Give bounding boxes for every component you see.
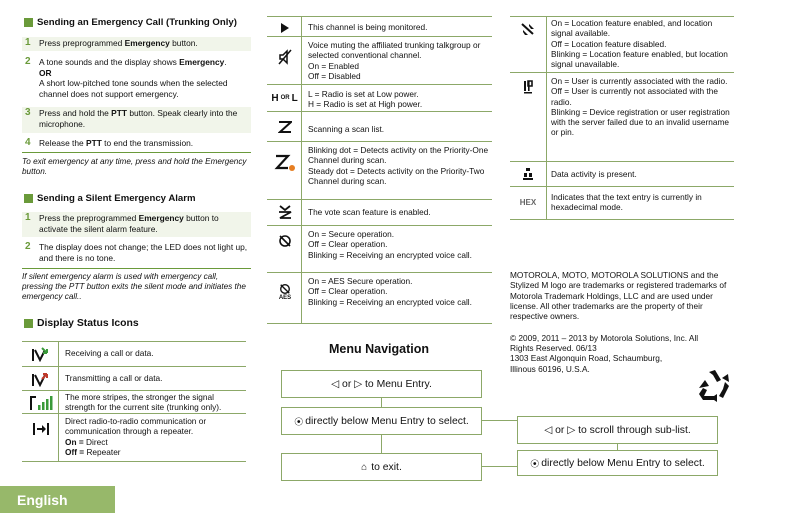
emergency-heading: Sending an Emergency Call (Trunking Only)	[37, 17, 237, 28]
direct-icon	[26, 419, 56, 439]
hex-text: Indicates that the text entry is currently in hexadecimal mode.	[551, 192, 702, 213]
secure-text: On = Secure operation. Off = Clear operation. Blinking = Receiving an encrypted voice call.	[308, 229, 472, 260]
priority-scan-icon	[270, 152, 300, 174]
vote-scan-text: The vote scan feature is enabled.	[308, 207, 431, 217]
menu-step-scroll-entry: ◁ or ▷ to Menu Entry.	[281, 370, 482, 398]
hex-icon: HEX	[519, 197, 537, 207]
data-activity-text: Data activity is present.	[551, 169, 637, 179]
aes-secure-icon: AES	[270, 280, 300, 304]
secure-icon	[270, 232, 300, 250]
emergency-step-1: 1 Press preprogrammed Emergency button.	[22, 37, 251, 51]
receiving-text: Receiving a call or data.	[65, 348, 154, 358]
status-heading: Display Status Icons	[37, 318, 139, 329]
monitor-icon	[270, 20, 300, 36]
power-level-icon: H OR L	[271, 92, 298, 104]
voice-mute-icon	[270, 48, 300, 66]
silent-step-2: 2 The display does not change; the LED does not light up, and there is no tone.	[22, 241, 251, 266]
scan-icon	[270, 118, 300, 136]
location-icon	[513, 20, 543, 38]
data-activity-icon	[513, 165, 543, 183]
copyright-text: © 2009, 2011 – 2013 by Motorola Solutions, Inc. All Rights Reserved. 06/13	[510, 333, 699, 354]
power-level-text: L = Radio is set at Low power. H = Radio is set at High power.	[308, 89, 423, 110]
emergency-step-4: 4 Release the PTT to end the transmission.	[22, 137, 251, 150]
scan-text: Scanning a scan list.	[308, 124, 385, 134]
monitor-text: This channel is being monitored.	[308, 22, 428, 32]
location-text: On = Location feature enabled, and location signal available. Off = Location feature disabled. Blinking = Location feature enabled, but location signal unavailable.	[551, 18, 728, 70]
section-bullet	[24, 18, 33, 27]
address-line-2: Illinous 60196, U.S.A.	[510, 364, 590, 374]
signal-strength-text: The more stripes, the stronger the signal strength for the current site (trunking only).	[65, 392, 222, 413]
ip-icon	[513, 78, 543, 96]
menu-step-select: ⦿ directly below Menu Entry to select.	[281, 407, 482, 435]
priority-scan-text: Blinking dot = Detects activity on the Priority-One Channel during scan. Steady dot = Detects activity on the Priority-Two Channel during scan.	[308, 145, 489, 186]
transmitting-icon	[26, 369, 56, 389]
select-key-icon: ⦿	[530, 458, 540, 469]
menu-step-exit: ⌂ to exit.	[281, 453, 482, 481]
ip-text: On = User is currently associated with the radio. Off = User is currently not associated with the radio. Blinking = Device registration or user registration with the server failed due to an invalid username or pin.	[551, 76, 730, 138]
language-tab: English	[0, 486, 115, 513]
transmitting-text: Transmitting a call or data.	[65, 373, 163, 383]
silent-note: If silent emergency alarm is used with emergency call, pressing the PTT button exits the silent mode and initiates the emergency call..	[22, 272, 246, 301]
silent-step-1: 1 Press the preprogrammed Emergency button to activate the silent alarm feature.	[22, 212, 251, 237]
menu-title: Menu Navigation	[329, 342, 430, 356]
emergency-note: To exit emergency at any time, press and hold the Emergency button.	[22, 157, 247, 176]
section-bullet	[24, 194, 33, 203]
aes-secure-text: On = AES Secure operation. Off = Clear operation. Blinking = Receiving an encrypted voice call.	[308, 276, 472, 307]
emergency-step-3: 3 Press and hold the PTT button. Speak clearly into the microphone.	[22, 107, 251, 133]
section-bullet	[24, 319, 33, 328]
direct-text: Direct radio-to-radio communication or communication through a repeater. On = Direct Off = Repeater	[65, 416, 207, 457]
home-icon: ⌂	[361, 461, 368, 473]
menu-step-select-sub: ⦿ directly below Menu Entry to select.	[517, 450, 718, 476]
select-key-icon: ⦿	[294, 416, 304, 427]
signal-strength-icon	[26, 393, 56, 413]
trademark-text: MOTOROLA, MOTO, MOTOROLA SOLUTIONS and the Stylized M logo are trademarks or registered trademarks of Motorola Trademark Holdings, LLC and are used under license. All other trademarks are the property of their respective owners.	[510, 270, 727, 322]
recycle-icon	[694, 367, 736, 405]
vote-scan-icon	[270, 203, 300, 221]
voice-mute-text: Voice muting the affiliated trunking talkgroup or selected conventional channel. On = Enabled Off = Disabled	[308, 40, 481, 81]
receiving-icon	[26, 344, 56, 364]
menu-step-scroll-sublist: ◁ or ▷ to scroll through sub-list.	[517, 416, 718, 444]
silent-heading: Sending a Silent Emergency Alarm	[37, 193, 196, 204]
address-line-1: 1303 East Algonquin Road, Schaumburg,	[510, 353, 663, 363]
emergency-step-2: 2 A tone sounds and the display shows Emergency. OR A short low-pitched tone sounds when the selected channel does not support emergency.	[22, 56, 251, 103]
